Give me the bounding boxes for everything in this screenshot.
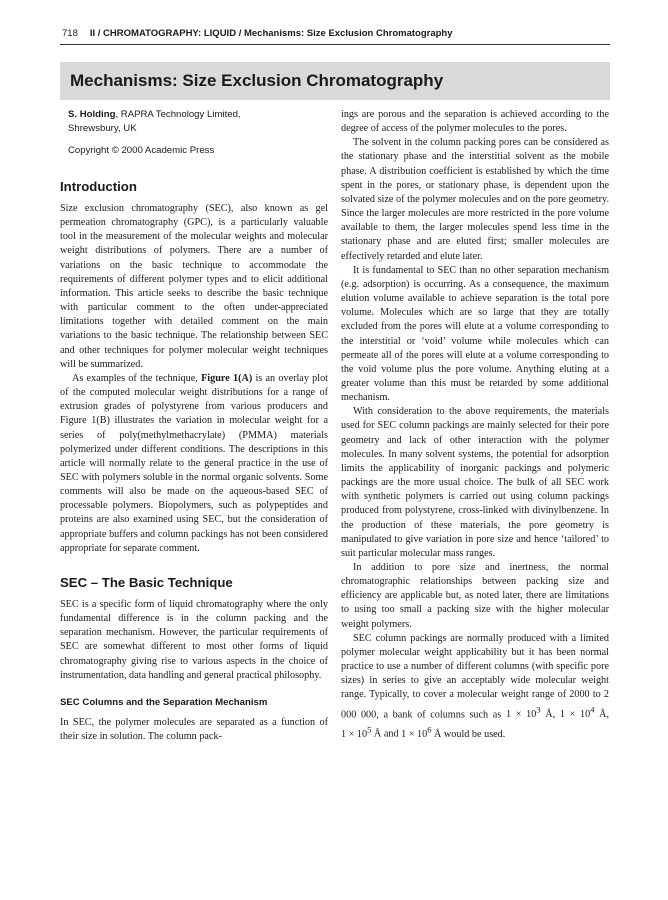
intro-paragraph-1: Size exclusion chromatography (SEC), also known as gel permeation chromatography (GPC), is a particularly valuable tool in the measurement of the molecular weights and molecular weight distributions of polymers. There are a number of variations on the basic technique to accommodate the requirements of different polymer types and to elicit additional information. This article seeks to describe the basic technique with particular comment to the often under-appreciated limitations together with detailed comment on the main variations to the basic technique. The relationship between SEC and other techniques for polymer molecular weight techniques will be summarized. xyxy=(60,203,328,370)
figure-reference[interactable]: Figure 1(A) xyxy=(201,372,253,384)
article-title-banner xyxy=(60,62,610,100)
right-paragraph-5: In addition to pore size and inertness, the normal chromatographic relationships between packing size and efficiency are applicable but, as noted later, there are limitations to using too small a packing size with the higher molecular weight polymers. xyxy=(341,562,609,630)
pore-size-1: $1 \times 10^3$ Å, xyxy=(505,704,556,720)
author-name: S. Holding xyxy=(68,109,116,120)
running-title: II / CHROMATOGRAPHY: LIQUID / Mechanisms: Size Exclusion Chromatography xyxy=(89,28,453,39)
columns-paragraph: In SEC, the polymer molecules are separated as a function of their size in solution. The column pack- xyxy=(60,716,328,742)
pore-size-2: $1 \times 10^4$ Å, xyxy=(559,704,610,720)
intro-paragraph-2: As examples of the technique, Figure 1(A) is an overlay plot of the computed molecular weight distributions for a range of extrusion grades of polystyrene from various producers and Figure 1(B) illustrates the variation in molecular weight for a series of poly(methylmethacrylate) (PMMA) materials polymerized under different conditions. The descriptions in this article will normally relate to the general practice in the use of SEC with polymers soluble in the normal organic solvents. Some comments will also be made on the aqueous-based SEC of processable polymers. Biopolymers, such as polypeptides and proteins are also examined using SEC, but the consideration of appropriate buffers and column packings has not been considered appropriate for separate comment. xyxy=(60,372,329,554)
article-title: Mechanisms: Size Exclusion Chromatography xyxy=(70,71,444,90)
copyright-line: Copyright © 2000 Academic Press xyxy=(68,145,215,156)
page-number: 718 xyxy=(62,28,78,39)
right-paragraph-1: ings are porous and the separation is achieved according to the degree of access of the polymer molecules to the pores. xyxy=(341,109,609,135)
right-column xyxy=(341,108,609,742)
right-paragraph-6: SEC column packings are normally produced with a limited polymer molecular weight applicability but it has been normal practice to use a number of different columns (with specific pore sizes) in series to give an acceptably wide molecular weight range. Typically, to cover a molecular weight range of 2000 to 2 000 000, a bank of columns such as $1 \times 10^3$ Å, $1 \times 10^4$ Å, $1 \times 10^5$ Å and $1 \times 10^6$ Å would be used. xyxy=(341,632,610,740)
heading-columns-mechanism: SEC Columns and the Separation Mechanism xyxy=(60,696,268,708)
heading-introduction: Introduction xyxy=(60,179,137,194)
running-header xyxy=(62,28,610,39)
right-paragraph-2: The solvent in the column packing pores can be considered as the stationary phase and the interstitial solvent as the mobile phase. A distribution coefficient is established by which the time spent in the pores, or stationary phase, is dependent upon the solvated size of the polymer molecules and on the pore geometry. Since the larger molecules are more restricted in the pore volume available to them, the larger molecules spend less time in the stationary phase and are eluted first; smaller molecules are effectively retarded and elute later. xyxy=(341,137,609,262)
author-affiliation: , RAPRA Technology Limited, xyxy=(115,109,241,120)
basic-technique-paragraph: SEC is a specific form of liquid chromatography where the only fundamental difference is in the column packing and the separation mechanism. However, the particular requirements of SEC are somewhat different to most other forms of liquid chromatography giving rise to various aspects in the choice of instrumentation, data handling and general practical philosophy. xyxy=(60,598,328,681)
pore-size-3: $1 \times 10^5$ xyxy=(341,724,372,740)
left-column xyxy=(60,108,328,744)
author-location: Shrewsbury, UK xyxy=(68,123,137,134)
right-paragraph-3: It is fundamental to SEC than no other separation mechanism (e.g. adsorption) is occurring. As a consequence, the maximum elution volume available to achieve separation is the total pore volume. Molecules which are so large that they are totally excluded from the pores will elute at a volume corresponding to the interstitial or ‘void’ volume while molecules which can permeate all of the pores will elute at a volume corresponding to the void volume plus the pore volume. Anything eluting at a greater volume than this must be retarded by some additional mechanism. xyxy=(341,264,609,404)
heading-basic-technique: SEC – The Basic Technique xyxy=(60,574,233,590)
pore-size-4: $1 \times 10^6$ Å would be used. xyxy=(401,724,506,740)
header-rule xyxy=(60,44,610,45)
right-paragraph-4: With consideration to the above requirements, the materials used for SEC column packings are mainly selected for their pore geometry and lack of other interaction with the polymer molecules. In many solvent systems, the potential for adsorption limits the applicability of inorganic packings and polymeric packings are the more usual choice. The bulk of all SEC work with synthetic polymers is carried out using column packings produced from polystyrene, cross-linked with divinylbenzene. In the production of these materials, the pore geometry is manipulated to give variation in pore size and hence ‘tailored’ to suit particular molecular mass ranges. xyxy=(341,406,609,559)
author-block xyxy=(68,108,328,136)
